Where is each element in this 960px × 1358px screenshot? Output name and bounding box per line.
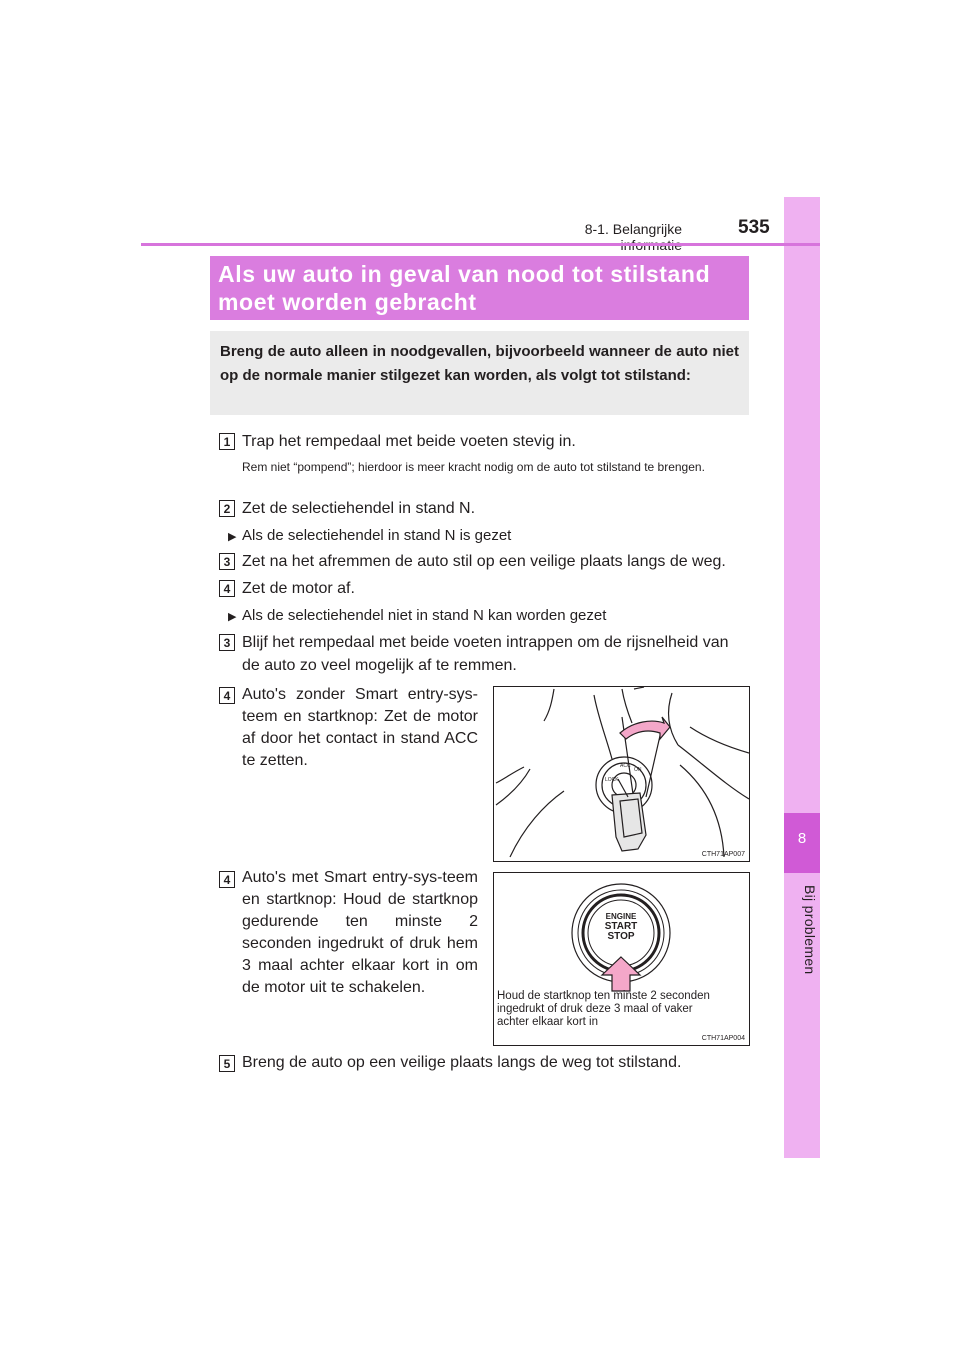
step-number: 4 [219,687,235,704]
start-button-figure [493,872,750,1046]
step-text: Blijf het rempedaal met beide voeten intrappen om de rijsnelheid van de auto zo veel mogelijk af te remmen. [242,634,729,674]
figure-caption: Houd de startknop ten minste 2 seconden ingedrukt of druk deze 3 maal of vaker achter elkaar kort in [497,990,710,1028]
ignition-key-illustration [494,687,749,861]
start-button-label-line-3: STOP [607,931,635,942]
svg-text:ACC: ACC [620,763,631,769]
ignition-key-figure [493,686,750,862]
section-title-line-2: moet worden gebracht [218,289,477,315]
header-rule [141,243,820,246]
chapter-title: 8-1. Belangrijke [584,221,682,237]
step-text: Breng de auto op een veilige plaats langs de weg tot stilstand. [242,1054,682,1071]
sub-heading [228,526,511,547]
triangle-bullet-icon: ▶ [228,611,237,623]
step-text: Zet de selectiehendel in stand N. [242,500,476,517]
section-title-line-1: Als uw auto in geval van nood tot stilstand [218,261,711,287]
chapter-number: 8 [797,830,807,847]
step-number: 2 [219,500,235,517]
step-number: 4 [219,580,235,597]
sub-heading [228,606,606,627]
figure-code: CTH71AP004 [701,1035,745,1042]
step-number: 5 [219,1055,235,1072]
start-button-label [594,912,648,942]
chapter-side-tab [784,197,820,1158]
step-text: Trap het rempedaal met beide voeten stevig in. [242,433,576,450]
start-button-label-line-1: ENGINE [605,912,637,921]
step-note: Rem niet “pompend”; hierdoor is meer kracht nodig om de auto tot stilstand te brengen. [242,460,705,474]
step-text: Auto's zonder Smart entry-sys-teem en startknop: Zet de motor af door het contact in stand ACC te zetten. [242,686,478,769]
section-title-banner [210,256,749,320]
step-text: Zet na het afremmen de auto stil op een veilige plaats langs de weg. [242,553,726,570]
step-number: 3 [219,634,235,651]
step-number: 4 [219,871,235,888]
sub-heading-text: Als de selectiehendel niet in stand N kan worden gezet [242,607,607,624]
step-number: 1 [219,433,235,450]
intro-box [210,331,749,415]
chapter-label: Bij problemen [802,885,818,975]
svg-text:ON: ON [634,767,642,773]
step-number: 3 [219,553,235,570]
intro-text: Breng de auto alleen in noodgevallen, bijvoorbeeld wanneer de auto niet op de normale manier stilgezet kan worden, als volgt tot stilstand: [220,343,739,384]
step-text: Zet de motor af. [242,580,355,597]
triangle-bullet-icon: ▶ [228,531,237,543]
svg-text:LOCK: LOCK [605,777,619,783]
sub-heading-text: Als de selectiehendel in stand N is gezet [242,527,512,544]
start-button-label-line-2: START [604,921,638,932]
page-number: 535 [738,217,770,238]
step-text: Auto's met Smart entry-sys-teem en startknop: Houd de startknop gedurende ten minste 2 seconden ingedrukt of druk hem 3 maal achter elkaar kort in om de motor uit te schakelen. [242,869,478,996]
figure-code: CTH71AP007 [701,851,745,858]
